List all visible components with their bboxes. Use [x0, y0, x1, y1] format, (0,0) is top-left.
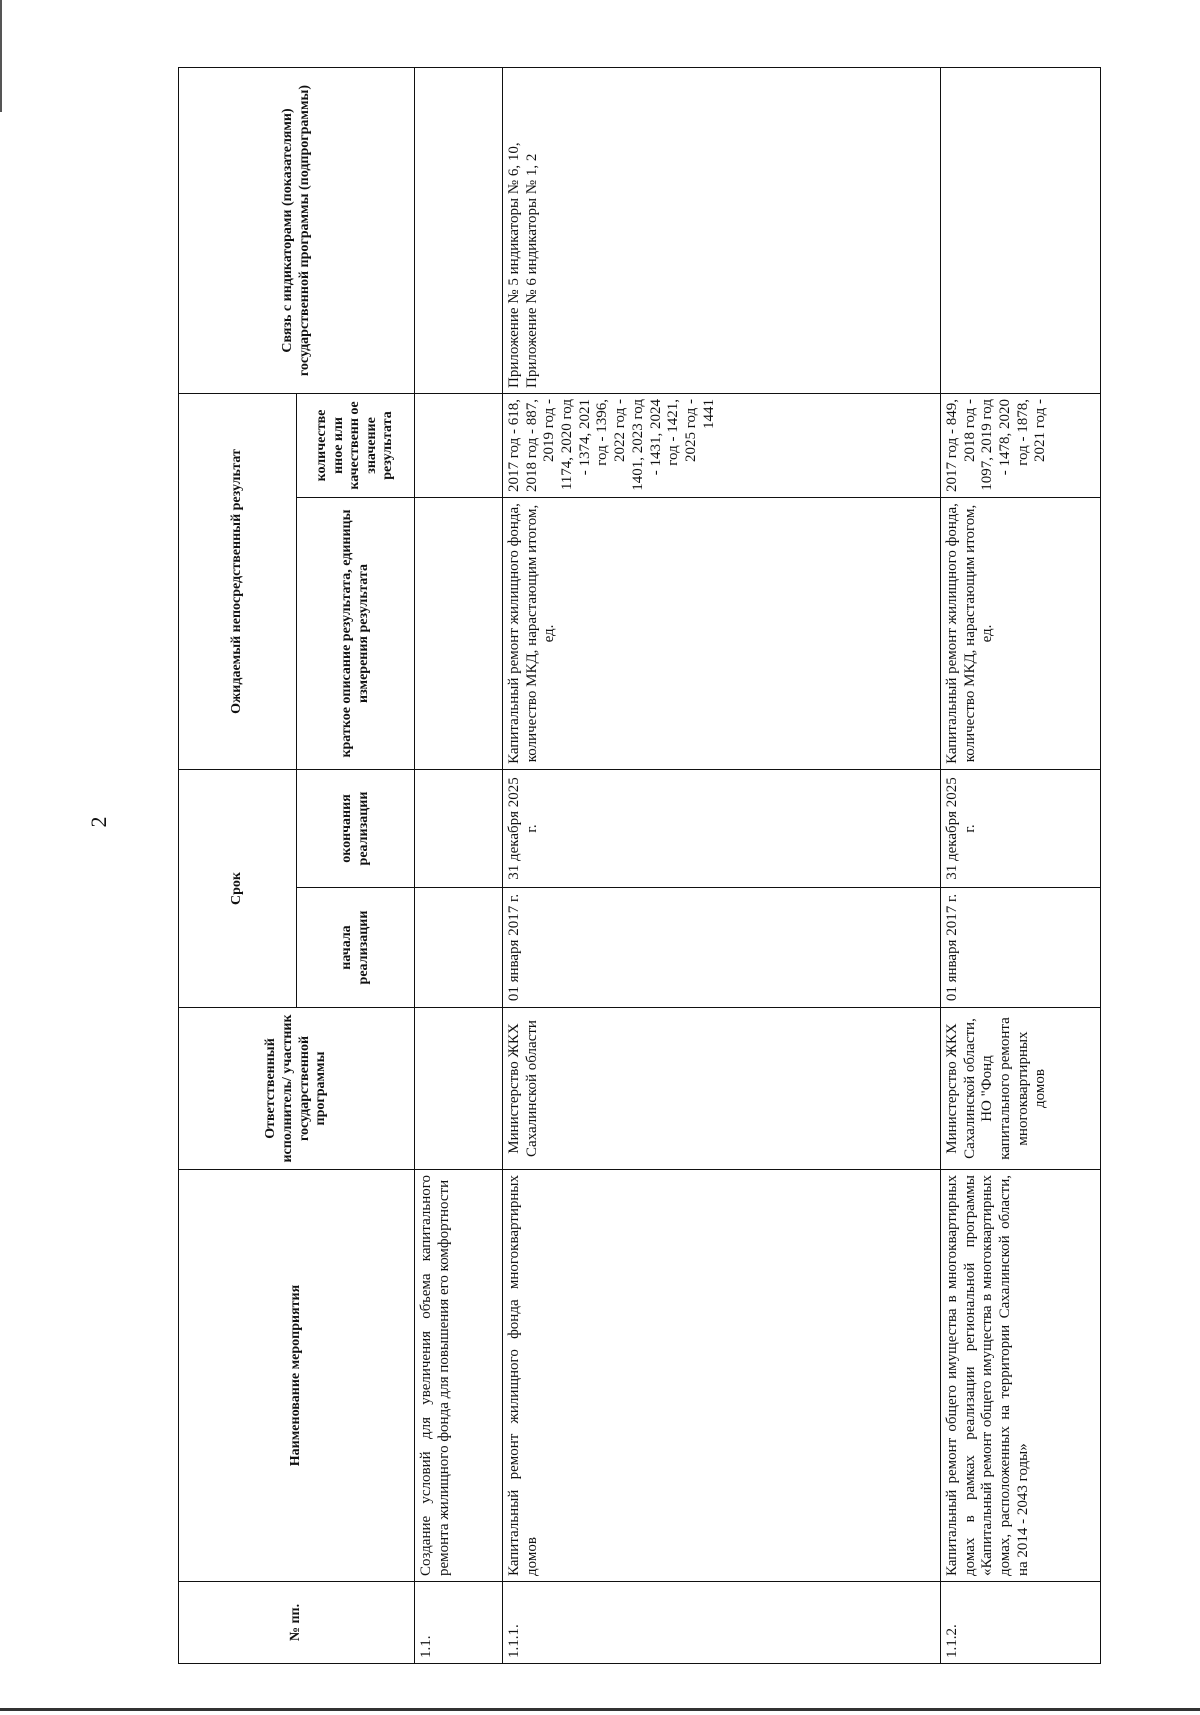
header-result-value: количестве нное или качественн ое значение результата	[297, 394, 415, 498]
row-start	[415, 888, 503, 1008]
row-value	[415, 394, 503, 498]
row-start: 01 января 2017 г.	[503, 888, 941, 1008]
row-value: 2017 год - 849, 2018 год - 1097, 2019 год - 1478, 2020 год - 1878, 2021 год -	[941, 394, 1101, 498]
row-end: 31 декабря 2025 г.	[941, 770, 1101, 888]
row-name: Создание условий для увеличения объема капитального ремонта жилищного фонда для повышения его комфортности	[415, 1170, 503, 1582]
header-term-end: окончания реализации	[297, 770, 415, 888]
table-row	[503, 68, 941, 1664]
table-row	[415, 68, 503, 1664]
row-desc: Капитальный ремонт жилищного фонда, количество МКД, нарастающим итогом, ед.	[941, 498, 1101, 770]
row-link	[415, 68, 503, 394]
row-desc: Капитальный ремонт жилищного фонда, количество МКД, нарастающим итогом, ед.	[503, 498, 941, 770]
header-result: Ожидаемый непосредственный результат	[179, 394, 297, 770]
row-desc	[415, 498, 503, 770]
row-end: 31 декабря 2025 г.	[503, 770, 941, 888]
header-num: № пп.	[179, 1582, 415, 1664]
header-term: Срок	[179, 770, 297, 1008]
row-num: 1.1.	[415, 1582, 503, 1664]
row-num: 1.1.2.	[941, 1582, 1101, 1664]
row-executor: Министерство ЖКХ Сахалинской области, НО "Фонд капитального ремонта многоквартирных домов	[941, 1008, 1101, 1170]
row-end	[415, 770, 503, 888]
header-name: Наименование мероприятия	[179, 1170, 415, 1582]
scan-edge-bottom	[0, 1708, 1200, 1711]
header-executor: Ответственный исполнитель/ участник государственной программы	[179, 1008, 415, 1170]
activities-table	[178, 67, 1101, 1664]
row-executor: Министерство ЖКХ Сахалинской области	[503, 1008, 941, 1170]
rotated-table-container	[178, 68, 1101, 1664]
row-link	[941, 68, 1101, 394]
row-num: 1.1.1.	[503, 1582, 941, 1664]
row-link: Приложение № 5 индикаторы № 6, 10, Приложение № 6 индикаторы № 1, 2	[503, 68, 941, 394]
header-term-start: начала реализации	[297, 888, 415, 1008]
header-link: Связь с индикаторами (показателями) государственной программы (подпрограммы)	[179, 68, 415, 394]
table-row	[941, 68, 1101, 1664]
header-result-desc: краткое описание результата, единицы измерения результата	[297, 498, 415, 770]
row-start: 01 января 2017 г.	[941, 888, 1101, 1008]
row-name: Капитальный ремонт жилищного фонда многоквартирных домов	[503, 1170, 941, 1582]
page-number: 2	[86, 816, 111, 828]
scan-edge	[0, 0, 2, 112]
row-value: 2017 год - 618, 2018 год - 887, 2019 год - 1174, 2020 год - 1374, 2021 год - 1396, 2022 год - 1401, 2023 год - 1431, 2024 год - 1421, 2025 год - 1441	[503, 394, 941, 498]
row-executor	[415, 1008, 503, 1170]
row-name: Капитальный ремонт общего имущества в многоквартирных домах в рамках реализации региональной программы «Капитальный ремонт общего имущества в многоквартирных домах, расположенных на территории Сахалинской области, на 2014 - 2043 годы»	[941, 1170, 1101, 1582]
